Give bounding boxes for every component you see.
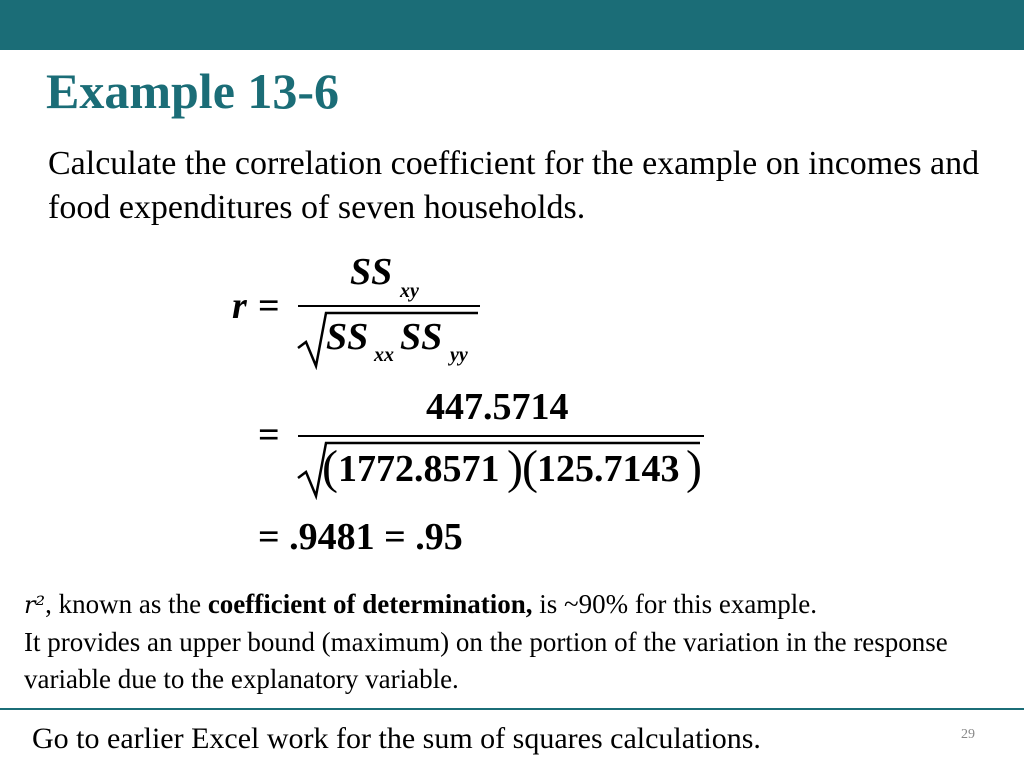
header-bar: [0, 0, 1024, 50]
ss-yy-value: 125.7143: [537, 448, 680, 490]
denominator-ss-1: SS: [326, 316, 369, 358]
fraction-bar-1: [298, 305, 480, 307]
formula-equals-1: =: [258, 285, 280, 327]
r-squared-symbol: r²: [24, 591, 46, 619]
paren-open-1: (: [322, 441, 338, 494]
page-number: 29: [961, 727, 975, 742]
note-line-2: It provides an upper bound (maximum) on the portion of the variation in the response variable due to the explanatory variable.: [24, 627, 948, 694]
numerator-subscript-xy: xy: [400, 280, 419, 302]
denominator-subscript-yy: yy: [450, 344, 468, 366]
formula-r: r: [232, 285, 247, 327]
footer-divider: [0, 708, 1024, 710]
note-term: coefficient of determination,: [207, 589, 533, 619]
paren-open-2: (: [522, 441, 538, 494]
formula-equals-2: =: [258, 414, 280, 456]
note-pre: , known as the: [45, 589, 208, 619]
denominator-ss-2: SS: [400, 316, 443, 358]
ss-xx-value: 1772.8571: [338, 448, 500, 490]
paren-close-1: ): [507, 441, 523, 494]
slide-title: Example 13-6: [46, 63, 340, 119]
footer-text: Go to earlier Excel work for the sum of squares calculations.: [32, 722, 761, 755]
numerator-ss: SS: [350, 251, 393, 293]
intro-text: Calculate the correlation coefficient for the example on incomes and food expenditures of seven households.: [48, 145, 980, 226]
note-post: is ~90% for this example.: [532, 589, 818, 619]
numerator-value: 447.5714: [426, 386, 569, 428]
denominator-subscript-xx: xx: [374, 344, 394, 366]
paren-close-2: ): [686, 441, 702, 494]
coefficient-note: [24, 586, 1004, 698]
formula-result: = .9481 = .95: [258, 516, 463, 558]
fraction-bar-2: [298, 435, 704, 437]
